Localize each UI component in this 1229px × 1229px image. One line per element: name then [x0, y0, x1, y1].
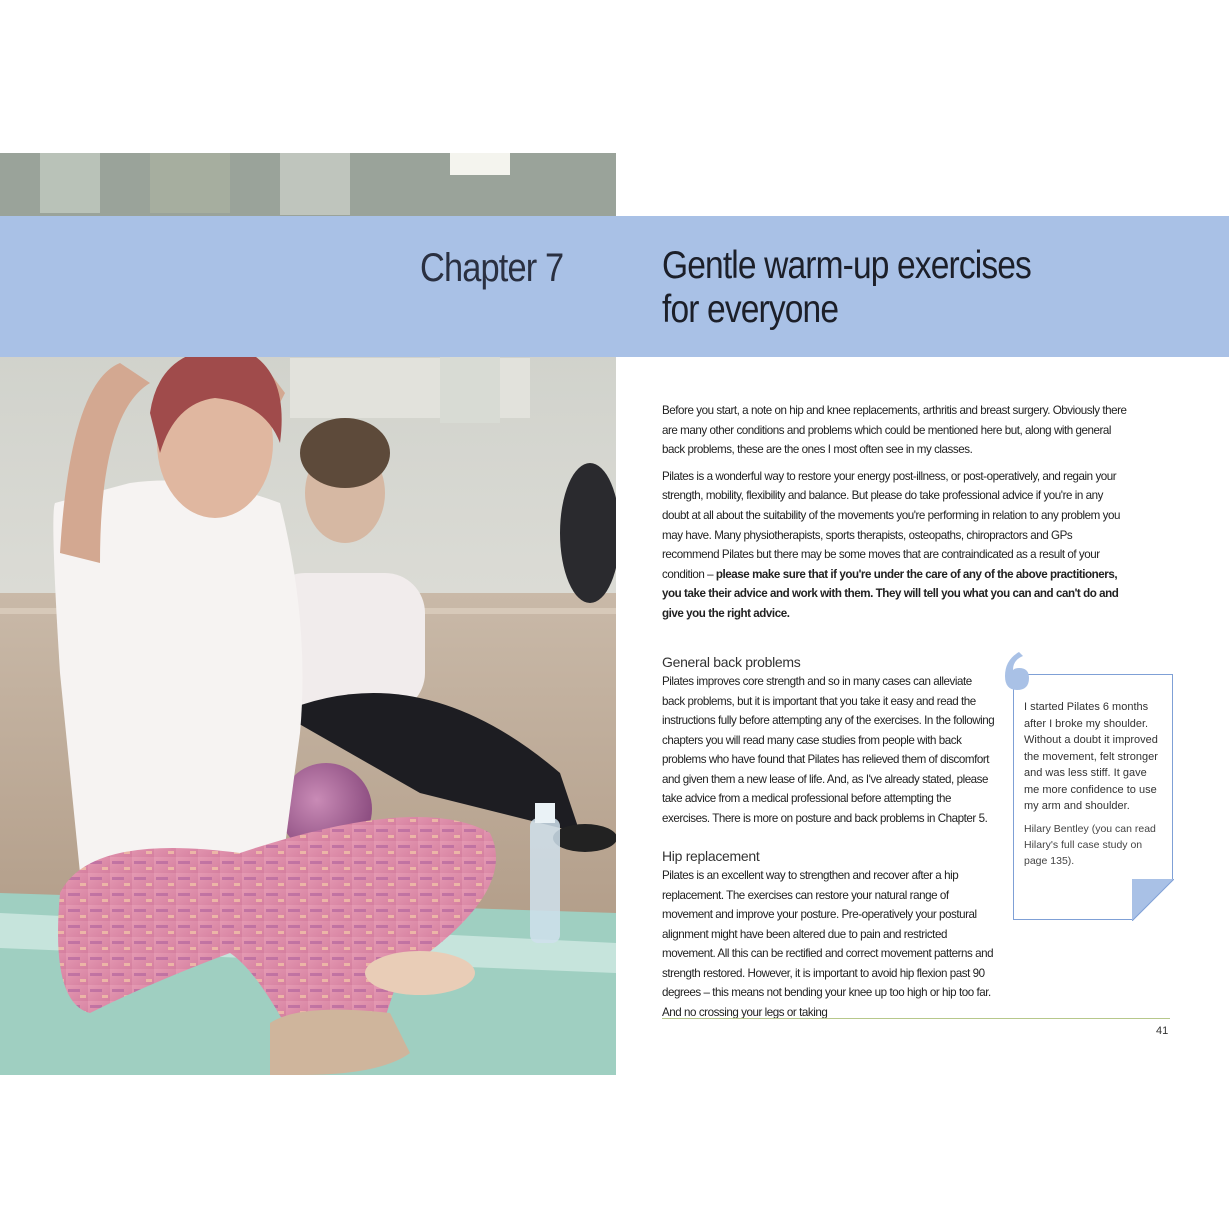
intro-paragraph-1: Before you start, a note on hip and knee replacements, arthritis and breast surgery. Obviously there are many other conditions and problems which could be mentioned here but, along with general back problems, these are the ones I most often see in my classes.: [662, 404, 1127, 457]
section-heading: General back problems: [662, 654, 801, 670]
section-body: Pilates is an excellent way to strengthen and recover after a hip replacement. The exercises can restore your natural range of movement and improve your posture. Pre-operatively your postural alignment might have been altered due to pain and restricted movement. All this can be rectified and correct movement patterns and strength restored. However, it is important to avoid hip flexion past 90 degrees – this means not bending your knee up too high or hip too far. And no crossing your legs or taking: [662, 869, 994, 1019]
quote-mark-icon: [1001, 650, 1037, 694]
chapter-title-line-2: for everyone: [662, 288, 839, 331]
intro-text: [662, 401, 1132, 631]
intro-paragraph-2: [662, 467, 1132, 624]
intro-paragraph-2-emphasis: please make sure that if you're under the care of any of the above practitioners, you take their advice and work with them. They will tell you what you can and can't do and give you the right advice.: [662, 567, 1119, 620]
quote-text: I started Pilates 6 months after I broke my shoulder. Without a doubt it improved the movement, felt stronger and was less stiff. It gave me more confidence to use my arm and shoulder.: [1024, 701, 1158, 812]
section-hip-replacement: [662, 846, 997, 1022]
chapter-label: Chapter 7: [420, 246, 564, 290]
section-general-back-problems: [662, 652, 997, 828]
page-fold-icon: [1132, 879, 1174, 921]
quote-attribution: Hilary Bentley (you can read Hilary's full case study on page 135).: [1024, 822, 1156, 867]
section-heading: Hip replacement: [662, 848, 760, 864]
intro-paragraph-2-text: Pilates is a wonderful way to restore your energy post-illness, or post-operatively, and regain your strength, mobility, flexibility and balance. But please do take professional advice if you're in any doubt at all about the suitability of the movements you're performing in relation to any problem you may have. Many physiotherapists, sports therapists, osteopaths, chiropractors and GPs recommend Pilates but there may be some moves that are contraindicated as a result of your condition –: [662, 469, 1120, 581]
chapter-title: [662, 244, 1109, 332]
chapter-title-line-1: Gentle warm-up exercises: [662, 244, 1031, 287]
footer-rule: [662, 1018, 1170, 1019]
section-body: Pilates improves core strength and so in many cases can alleviate back problems, but it is important that you take it easy and read the instructions fully before attempting any of the exercises. In the following chapters you will read many case studies from people with back problems who have found that Pilates has relieved them of discomfort and given them a new lease of life. And, as I've already stated, please take advice from a medical professional before attempting the exercises. There is more on posture and back problems in Chapter 5.: [662, 675, 995, 825]
page-number: 41: [1156, 1025, 1169, 1037]
